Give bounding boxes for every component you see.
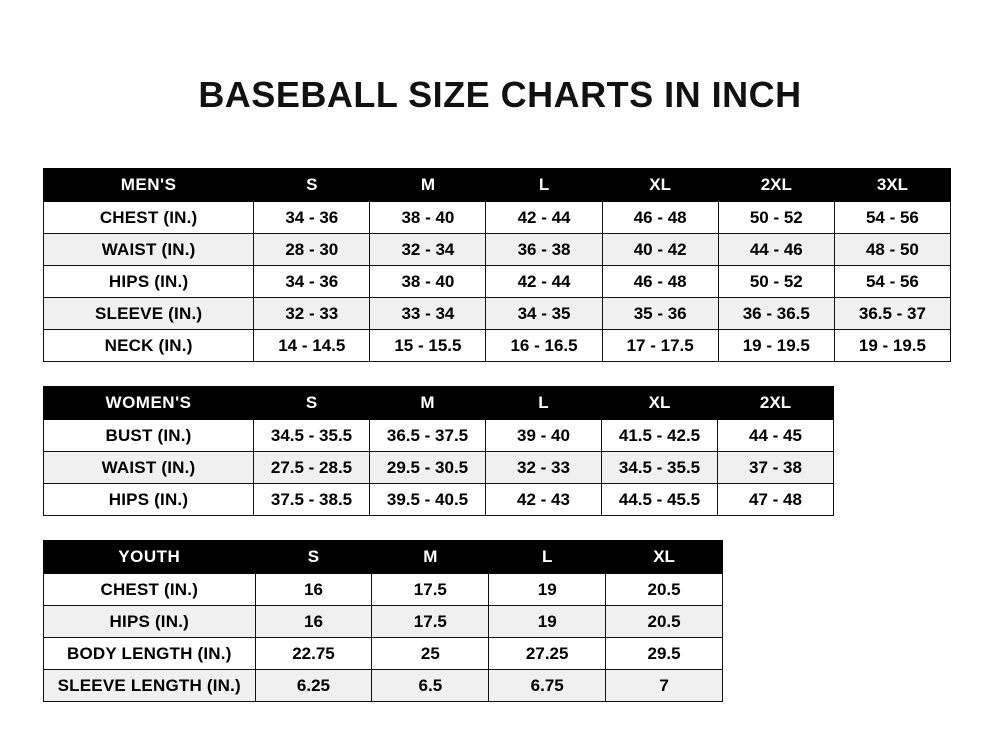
table-cell: 38 - 40 <box>370 266 486 298</box>
table-cell: 32 - 34 <box>370 234 486 266</box>
table-cell: 37.5 - 38.5 <box>254 484 370 516</box>
youth-size-table <box>43 540 723 702</box>
table-cell: 20.5 <box>606 574 723 606</box>
mens-header-2xl: 2XL <box>718 169 834 202</box>
table-cell: 39.5 - 40.5 <box>370 484 486 516</box>
table-cell: 22.75 <box>255 638 372 670</box>
mens-header-xl: XL <box>602 169 718 202</box>
row-label: SLEEVE (IN.) <box>44 298 254 330</box>
youth-header-s: S <box>255 541 372 574</box>
mens-table-body <box>44 202 951 362</box>
table-cell: 41.5 - 42.5 <box>602 420 718 452</box>
youth-table-header <box>44 541 723 574</box>
youth-header-category: YOUTH <box>44 541 256 574</box>
table-cell: 34 - 36 <box>254 202 370 234</box>
womens-table-header <box>44 387 834 420</box>
page-title: BASEBALL SIZE CHARTS IN INCH <box>198 74 802 115</box>
mens-header-s: S <box>254 169 370 202</box>
row-label: CHEST (IN.) <box>44 574 256 606</box>
mens-size-table <box>43 168 951 362</box>
table-cell: 33 - 34 <box>370 298 486 330</box>
womens-header-category: WOMEN'S <box>44 387 254 420</box>
table-cell: 36 - 38 <box>486 234 602 266</box>
table-cell: 36.5 - 37 <box>834 298 950 330</box>
table-cell: 38 - 40 <box>370 202 486 234</box>
table-cell: 34 - 35 <box>486 298 602 330</box>
row-label: WAIST (IN.) <box>44 452 254 484</box>
tables-container <box>0 168 1000 702</box>
table-cell: 46 - 48 <box>602 266 718 298</box>
table-cell: 19 - 19.5 <box>834 330 950 362</box>
table-cell: 19 <box>489 574 606 606</box>
table-cell: 19 <box>489 606 606 638</box>
mens-header-3xl: 3XL <box>834 169 950 202</box>
table-cell: 27.5 - 28.5 <box>254 452 370 484</box>
table-cell: 42 - 43 <box>486 484 602 516</box>
table-cell: 29.5 <box>606 638 723 670</box>
table-row <box>44 330 951 362</box>
table-cell: 37 - 38 <box>718 452 834 484</box>
table-cell: 36.5 - 37.5 <box>370 420 486 452</box>
table-header-row <box>44 541 723 574</box>
row-label: HIPS (IN.) <box>44 266 254 298</box>
row-label: BODY LENGTH (IN.) <box>44 638 256 670</box>
table-cell: 44.5 - 45.5 <box>602 484 718 516</box>
table-cell: 48 - 50 <box>834 234 950 266</box>
table-row <box>44 452 834 484</box>
youth-header-m: M <box>372 541 489 574</box>
womens-size-table <box>43 386 834 516</box>
table-cell: 7 <box>606 670 723 702</box>
table-cell: 47 - 48 <box>718 484 834 516</box>
table-cell: 46 - 48 <box>602 202 718 234</box>
table-cell: 17.5 <box>372 574 489 606</box>
table-cell: 25 <box>372 638 489 670</box>
table-cell: 29.5 - 30.5 <box>370 452 486 484</box>
table-row <box>44 420 834 452</box>
table-header-row <box>44 387 834 420</box>
table-row <box>44 638 723 670</box>
row-label: SLEEVE LENGTH (IN.) <box>44 670 256 702</box>
mens-header-m: M <box>370 169 486 202</box>
table-cell: 15 - 15.5 <box>370 330 486 362</box>
table-cell: 44 - 46 <box>718 234 834 266</box>
row-label: BUST (IN.) <box>44 420 254 452</box>
table-cell: 14 - 14.5 <box>254 330 370 362</box>
table-cell: 40 - 42 <box>602 234 718 266</box>
womens-header-xl: XL <box>602 387 718 420</box>
table-cell: 28 - 30 <box>254 234 370 266</box>
table-cell: 6.25 <box>255 670 372 702</box>
womens-table-body <box>44 420 834 516</box>
row-label: WAIST (IN.) <box>44 234 254 266</box>
table-cell: 50 - 52 <box>718 266 834 298</box>
table-cell: 36 - 36.5 <box>718 298 834 330</box>
table-row <box>44 266 951 298</box>
table-cell: 16 - 16.5 <box>486 330 602 362</box>
womens-header-l: L <box>486 387 602 420</box>
row-label: HIPS (IN.) <box>44 484 254 516</box>
table-cell: 32 - 33 <box>486 452 602 484</box>
mens-header-l: L <box>486 169 602 202</box>
youth-header-l: L <box>489 541 606 574</box>
table-header-row <box>44 169 951 202</box>
table-row <box>44 484 834 516</box>
table-cell: 16 <box>255 574 372 606</box>
table-row <box>44 234 951 266</box>
womens-header-2xl: 2XL <box>718 387 834 420</box>
table-row <box>44 298 951 330</box>
youth-header-xl: XL <box>606 541 723 574</box>
womens-header-m: M <box>370 387 486 420</box>
table-cell: 17.5 <box>372 606 489 638</box>
youth-table-body <box>44 574 723 702</box>
table-cell: 34 - 36 <box>254 266 370 298</box>
table-row <box>44 202 951 234</box>
table-cell: 39 - 40 <box>486 420 602 452</box>
row-label: HIPS (IN.) <box>44 606 256 638</box>
table-cell: 42 - 44 <box>486 266 602 298</box>
table-cell: 6.75 <box>489 670 606 702</box>
table-cell: 35 - 36 <box>602 298 718 330</box>
table-cell: 44 - 45 <box>718 420 834 452</box>
table-cell: 42 - 44 <box>486 202 602 234</box>
row-label: CHEST (IN.) <box>44 202 254 234</box>
table-cell: 50 - 52 <box>718 202 834 234</box>
table-cell: 54 - 56 <box>834 202 950 234</box>
table-cell: 34.5 - 35.5 <box>602 452 718 484</box>
table-row <box>44 606 723 638</box>
mens-table-header <box>44 169 951 202</box>
table-cell: 27.25 <box>489 638 606 670</box>
table-cell: 6.5 <box>372 670 489 702</box>
row-label: NECK (IN.) <box>44 330 254 362</box>
womens-header-s: S <box>254 387 370 420</box>
table-cell: 19 - 19.5 <box>718 330 834 362</box>
mens-header-category: MEN'S <box>44 169 254 202</box>
table-row <box>44 574 723 606</box>
table-cell: 54 - 56 <box>834 266 950 298</box>
table-cell: 16 <box>255 606 372 638</box>
table-cell: 32 - 33 <box>254 298 370 330</box>
table-cell: 34.5 - 35.5 <box>254 420 370 452</box>
table-row <box>44 670 723 702</box>
table-cell: 20.5 <box>606 606 723 638</box>
table-cell: 17 - 17.5 <box>602 330 718 362</box>
